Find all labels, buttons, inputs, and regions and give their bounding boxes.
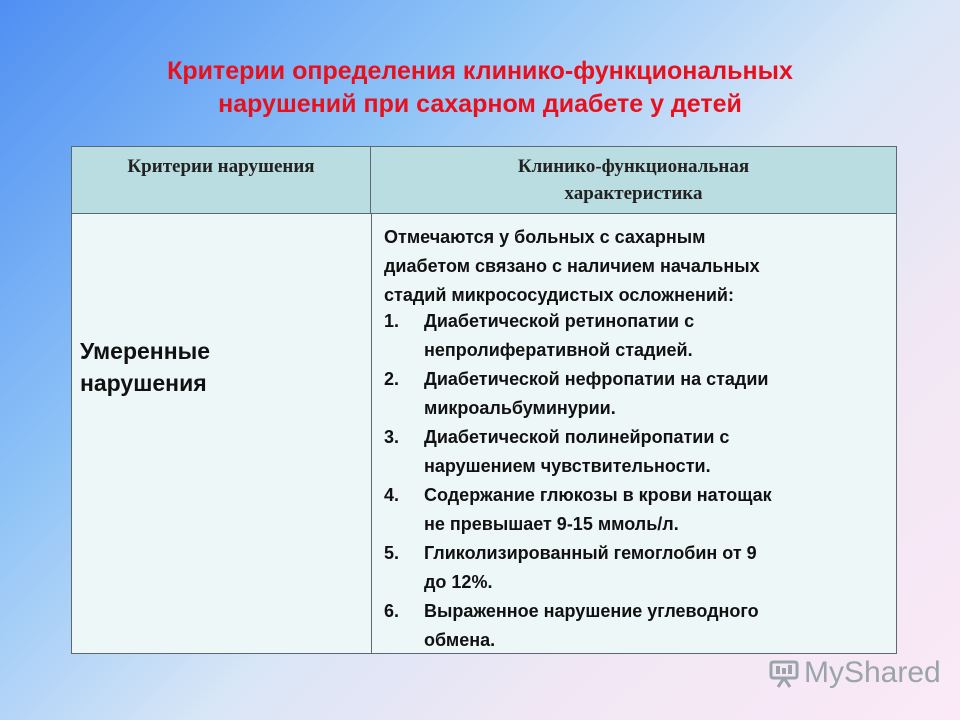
presentation-board-icon <box>768 657 800 689</box>
list-item <box>384 539 884 597</box>
myshared-watermark <box>768 656 941 690</box>
description-intro <box>384 223 884 310</box>
watermark-text: MyShared <box>804 656 941 689</box>
list-item <box>384 307 884 365</box>
header-criteria <box>72 147 371 213</box>
list-item-text: Выраженное нарушение углеводного <box>424 601 759 621</box>
criteria-list <box>384 307 884 655</box>
list-item-text: микроальбуминурии. <box>424 398 616 418</box>
criterion-line-2: нарушения <box>80 370 207 396</box>
criterion-cell <box>72 214 371 653</box>
list-item-text: обмена. <box>424 630 496 650</box>
list-item-number: 5. <box>384 543 400 563</box>
header-criteria-label: Критерии нарушения <box>127 156 315 177</box>
criterion-line-1: Умеренные <box>80 338 211 364</box>
list-item <box>384 365 884 423</box>
list-item-number: 6. <box>384 601 400 621</box>
list-item-text: не превышает 9-15 ммоль/л. <box>424 514 679 534</box>
intro-line: Отмечаются у больных с сахарным <box>384 227 706 247</box>
slide-title-line-1: Критерии определения клинико-функциональных <box>167 57 793 85</box>
intro-line: стадий микрососудистых осложнений: <box>384 285 734 305</box>
header-characteristics-line-2: характеристика <box>564 183 703 204</box>
list-item <box>384 423 884 481</box>
list-item-text: непролиферативной стадией. <box>424 340 693 360</box>
list-item <box>384 481 884 539</box>
list-item-text: Диабетической ретинопатии с <box>424 311 695 331</box>
list-item <box>384 597 884 655</box>
list-item-text: Диабетической нефропатии на стадии <box>424 369 769 389</box>
slide-title-line-2: нарушений при сахарном диабете у детей <box>218 90 742 118</box>
list-item-text: Содержание глюкозы в крови натощак <box>424 485 772 505</box>
list-item-text: нарушением чувствительности. <box>424 456 711 476</box>
header-characteristics <box>371 147 896 213</box>
list-item-text: до 12%. <box>424 572 493 592</box>
column-divider <box>371 213 372 653</box>
criterion-label <box>80 335 360 399</box>
list-item-number: 2. <box>384 369 400 389</box>
list-item-text: Гликолизированный гемоглобин от 9 <box>424 543 757 563</box>
list-item-number: 3. <box>384 427 400 447</box>
list-item-text: Диабетической полинейропатии с <box>424 427 730 447</box>
list-item-number: 1. <box>384 311 400 331</box>
slide-title <box>40 55 920 121</box>
criteria-table <box>71 146 897 654</box>
list-item-number: 4. <box>384 485 400 505</box>
intro-line: диабетом связано с наличием начальных <box>384 256 760 276</box>
header-characteristics-line-1: Клинико-функциональная <box>517 156 750 177</box>
